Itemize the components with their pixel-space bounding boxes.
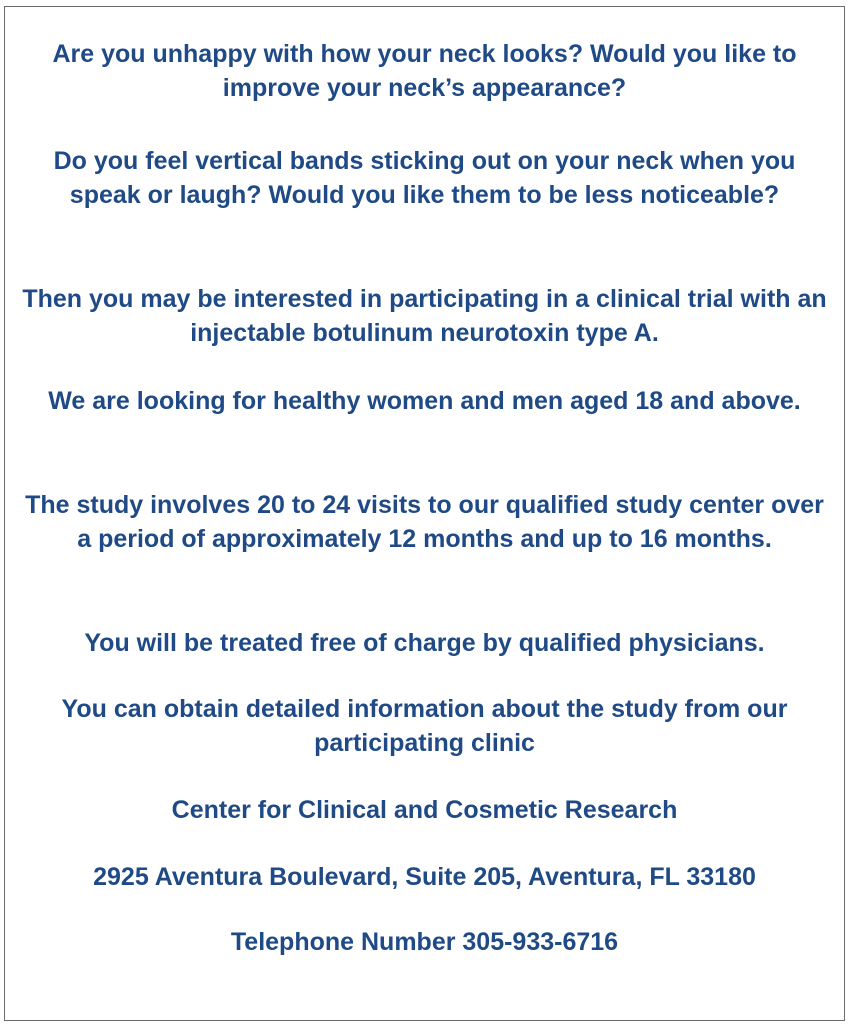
- recruitment-flyer: [4, 6, 845, 1021]
- center-address: 2925 Aventura Boulevard, Suite 205, Aventura, FL 33180: [93, 863, 756, 891]
- neck-question-paragraph: Are you unhappy with how your neck looks? Would you like to improve your neck’s appearance?: [52, 40, 797, 102]
- visits-paragraph: The study involves 20 to 24 visits to our qualified study center over a period of approximately 12 months and up to 16 months.: [25, 491, 824, 553]
- center-name: Center for Clinical and Cosmetic Research: [171, 796, 678, 824]
- bands-question-paragraph: Do you feel vertical bands sticking out on your neck when you speak or laugh? Would you like them to be less noticeable?: [53, 147, 796, 209]
- more-info-paragraph: You can obtain detailed information about the study from our participating clinic: [61, 695, 788, 757]
- eligibility-paragraph: We are looking for healthy women and men aged 18 and above.: [48, 387, 801, 415]
- trial-intro-paragraph: Then you may be interested in participating in a clinical trial with an injectable botulinum neurotoxin type A.: [22, 285, 827, 347]
- telephone-number: Telephone Number 305-933-6716: [230, 928, 619, 956]
- free-treatment-paragraph: You will be treated free of charge by qualified physicians.: [84, 629, 765, 657]
